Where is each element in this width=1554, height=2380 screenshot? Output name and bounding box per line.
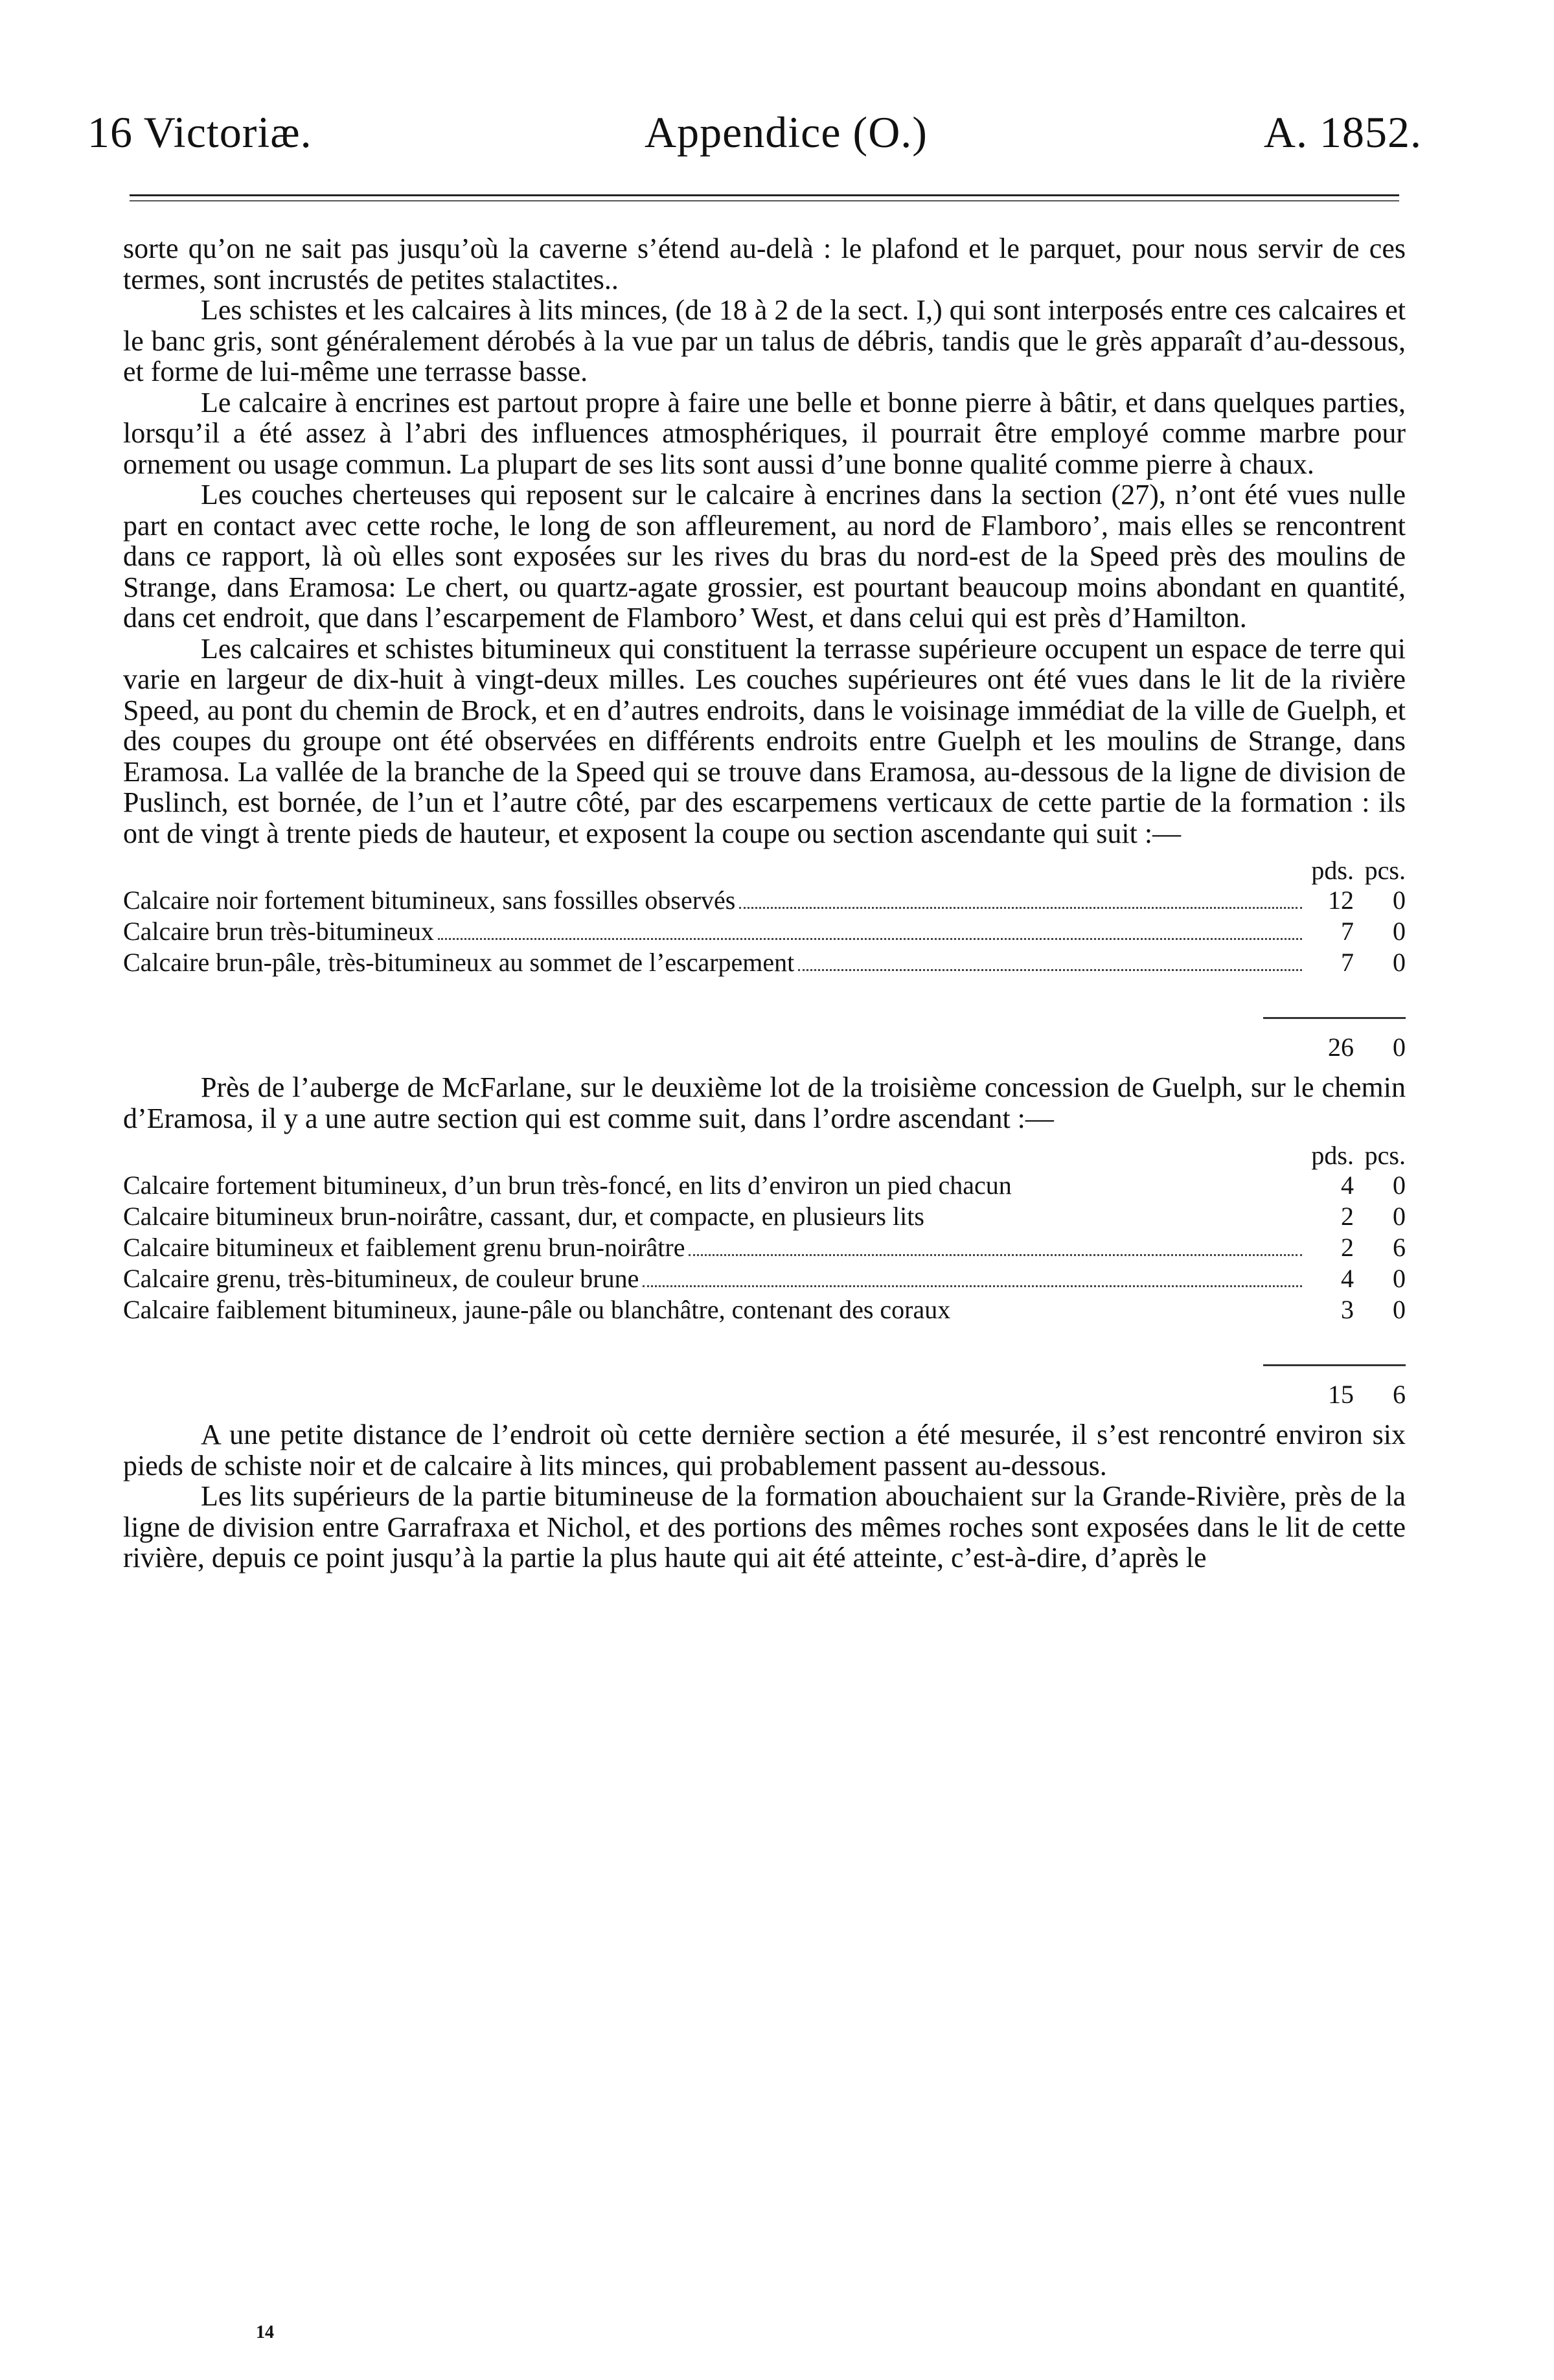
header-session: 16 Victoriæ. xyxy=(87,108,312,157)
leader-dots xyxy=(689,1254,1302,1256)
leader-dots xyxy=(798,969,1302,971)
total-rule xyxy=(1263,1017,1406,1019)
row-feet: 3 xyxy=(1341,1295,1354,1324)
row-inches: 0 xyxy=(1393,886,1406,915)
header-appendix: Appendice (O.) xyxy=(645,108,928,157)
total-rule xyxy=(1263,1364,1406,1366)
leader-dots xyxy=(643,1285,1302,1287)
body-text xyxy=(123,233,1406,1573)
section-2-total xyxy=(123,1379,1406,1410)
leader-dots xyxy=(739,907,1302,909)
paragraph-5: Les calcaires et schistes bitumineux qui constituent la terrasse supérieure occupent un espace de terre qui varie en largeur de dix-huit à vingt-deux milles. Les couches supérieures ont été vues dans le lit de la rivière Speed, au pont du chemin de Brock, et en d’autres endroits, dans le voisinage immédiat de la ville de Guelph, et des coupes du groupe ont été observées en différents endroits entre Guelph et les moulins de Strange, dans Eramosa. La vallée de la branche de la Speed qui se trouve dans Eramosa, au-dessous de la ligne de division de Puslinch, est bornée, de l’un et l’autre côté, par des escarpemens verticaux de cette partie de la formation : ils ont de vingt à trente pieds de hauteur, et exposent la coupe ou section ascendante qui suit :— xyxy=(123,632,1406,849)
page-header xyxy=(87,107,1422,178)
paragraph-6: Près de l’auberge de McFarlane, sur le deuxième lot de la troisième concession de Guelph, sur le chemin d’Eramosa, il y a une autre section qui est comme suit, dans l’ordre ascendant :— xyxy=(123,1071,1406,1134)
table-row xyxy=(123,885,1406,916)
column-feet-header: pds. xyxy=(1311,856,1354,885)
header-rule xyxy=(130,194,1399,201)
row-inches: 0 xyxy=(1393,948,1406,977)
header-year: A. 1852. xyxy=(1263,108,1422,157)
paragraph-1: sorte qu’on ne sait pas jusqu’où la caverne s’étend au-delà : le plafond et le parquet, pour nous servir de ces termes, sont incrustés de petites stalactites.. xyxy=(123,233,1406,295)
paragraph-8: Les lits supérieurs de la partie bitumineuse de la formation abouchaient sur la Grande-Rivière, près de la ligne de division entre Garrafraxa et Nichol, et des portions des mêmes roches sont exposées dans le lit de cette rivière, depuis ce point jusqu’à la partie la plus haute qui ait été atteinte, c’est-à-dire, d’après le xyxy=(123,1480,1406,1573)
row-feet: 7 xyxy=(1341,917,1354,946)
paragraph-7: A une petite distance de l’endroit où cette dernière section a été mesurée, il s’est rencontré environ six pieds de schiste noir et de calcaire à lits minces, qui probablement passent au-dessous. xyxy=(123,1419,1406,1482)
section-1-column-headers xyxy=(123,856,1406,885)
table-row xyxy=(123,1232,1406,1263)
row-description: Calcaire brun très-bitumineux xyxy=(123,917,434,946)
table-row xyxy=(123,916,1406,947)
table-row xyxy=(123,947,1406,978)
row-feet: 2 xyxy=(1341,1233,1354,1262)
row-description: Calcaire bitumineux brun-noirâtre, cassant, dur, et compacte, en plusieurs lits xyxy=(123,1202,924,1231)
row-feet: 12 xyxy=(1328,886,1354,915)
total-inches: 0 xyxy=(1393,1033,1406,1062)
paragraph-3: Le calcaire à encrines est partout propre à faire une belle et bonne pierre à bâtir, et dans quelques parties, lorsqu’il a été assez à l’abri des influences atmosphériques, il pourrait être employé comme marbre pour ornement ou usage commun. La plupart de ses lits sont aussi d’une bonne qualité comme pierre à chaux. xyxy=(123,386,1406,480)
paragraph-4: Les couches cherteuses qui reposent sur le calcaire à encrines dans la section (27), n’ont été vues nulle part en contact avec cette roche, le long de son affleurement, au nord de Flamboro’, mais elles se rencontrent dans ce rapport, là où elles sont exposées sur les rives du bras du nord-est de la Speed près des moulins de Strange, dans Eramosa: Le chert, ou quartz-agate grossier, est pourtant beaucoup moins abondant en quantité, dans cet endroit, que dans l’escarpement de Flamboro’ West, et dans celui qui est près d’Hamilton. xyxy=(123,479,1406,634)
total-inches: 6 xyxy=(1393,1380,1406,1409)
signature-mark: 14 xyxy=(256,2322,274,2342)
row-description: Calcaire grenu, très-bitumineux, de couleur brune xyxy=(123,1264,639,1293)
paragraph-2: Les schistes et les calcaires à lits minces, (de 18 à 2 de la sect. I,) qui sont interposés entre ces calcaires et le banc gris, sont généralement dérobés à la vue par un talus de débris, tandis que le grès apparaît d’au-dessous, et forme de lui-même une terrasse basse. xyxy=(123,294,1406,387)
total-feet: 15 xyxy=(1328,1380,1354,1409)
table-row xyxy=(123,1201,1406,1232)
table-row xyxy=(123,1294,1406,1325)
column-inches-header: pcs. xyxy=(1364,1141,1406,1170)
section-1-total xyxy=(123,1032,1406,1063)
table-row xyxy=(123,1170,1406,1201)
column-feet-header: pds. xyxy=(1311,1141,1354,1170)
row-description: Calcaire bitumineux et faiblement grenu brun-noirâtre xyxy=(123,1233,685,1262)
row-description: Calcaire noir fortement bitumineux, sans fossilles observés xyxy=(123,886,736,915)
row-inches: 0 xyxy=(1393,1295,1406,1324)
row-feet: 2 xyxy=(1341,1202,1354,1231)
total-feet: 26 xyxy=(1328,1033,1354,1062)
row-feet: 4 xyxy=(1341,1171,1354,1200)
row-feet: 7 xyxy=(1341,948,1354,977)
row-description: Calcaire faiblement bitumineux, jaune-pâle ou blanchâtre, contenant des coraux xyxy=(123,1295,951,1324)
row-inches: 0 xyxy=(1393,917,1406,946)
section-table-1 xyxy=(123,856,1406,1063)
row-inches: 6 xyxy=(1393,1233,1406,1262)
section-2-column-headers xyxy=(123,1141,1406,1170)
leader-dots xyxy=(438,938,1302,940)
table-row xyxy=(123,1263,1406,1294)
column-inches-header: pcs. xyxy=(1364,856,1406,885)
row-inches: 0 xyxy=(1393,1264,1406,1293)
row-feet: 4 xyxy=(1341,1264,1354,1293)
row-description: Calcaire brun-pâle, très-bitumineux au sommet de l’escarpement xyxy=(123,948,795,977)
row-inches: 0 xyxy=(1393,1202,1406,1231)
section-table-2 xyxy=(123,1141,1406,1410)
row-inches: 0 xyxy=(1393,1171,1406,1200)
row-description: Calcaire fortement bitumineux, d’un brun très-foncé, en lits d’environ un pied chacun xyxy=(123,1171,1012,1200)
